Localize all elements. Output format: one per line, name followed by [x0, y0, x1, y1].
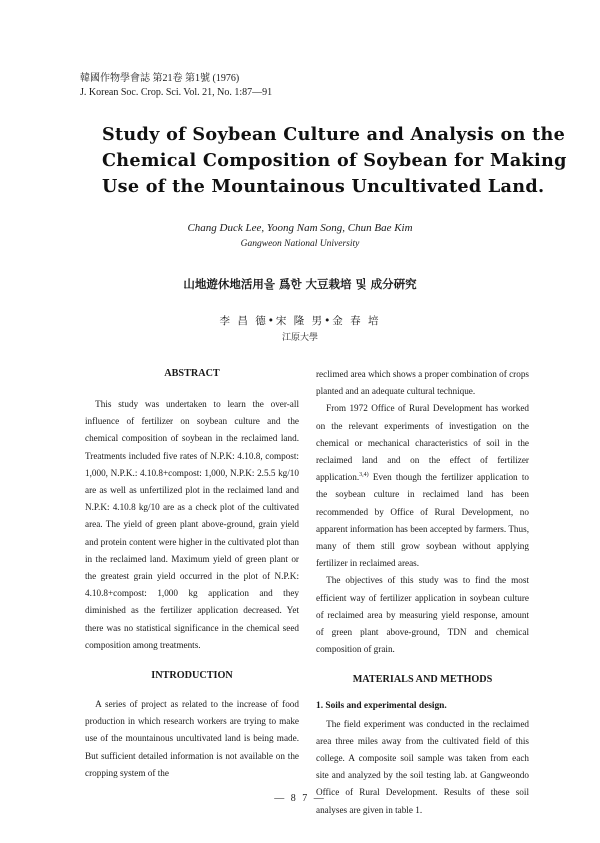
- left-column: [85, 366, 299, 782]
- title-line: Use of the Mountainous Uncultivated Land.: [102, 176, 545, 197]
- korean-authors: 李 昌 德•宋 隆 男•金 春 培: [219, 315, 381, 327]
- introduction-heading: INTRODUCTION: [151, 670, 233, 682]
- methods-text: The field experiment was conducted in the reclaimed area three miles away from the cultivated field of this college. A composite soil sample was taken from each site and analyzed by the soil testing lab. at Gangweondo Office of Rural Development. Results of these soil analyses are given in table 1.: [316, 718, 529, 815]
- methods-heading: MATERIALS AND METHODS: [352, 674, 493, 686]
- journal-english: J. Korean Soc. Crop. Sci. Vol. 21, No. 1:87—91: [80, 87, 273, 98]
- title-line: Chemical Composition of Soybean for Making: [102, 150, 567, 171]
- intro-continued: reclimed area which shows a proper combination of crops planted and an adequate cultural technique.: [316, 369, 529, 397]
- journal-korean: 韓國作物學會誌 第21卷 第1號 (1976): [80, 73, 240, 84]
- korean-affiliation: 江原大學: [281, 333, 318, 343]
- abstract-heading: ABSTRACT: [164, 368, 220, 379]
- page-number: — 8 7 —: [274, 793, 326, 804]
- abstract-text: This study was undertaken to learn the over-all influence of fertilizer on soybean culture and the chemical composition of soybean in the reclaimed land. Treatments included five rates of N.P.K: 4.10.8, compost: 1,000, N.P.K.: 4.10.8+compost: 1,000, N.P.K: 2.5.5 kg/10 are as well as unfertilized plot in the reclaimed land and N.P.K: 4.10.8 kg/10 are as a check plot of the cultivated area. The yield of green plant above-ground, grain yield and protein content were higher in the cultivated plot than in the reclaimed land. Maximum yield of green plant or the greatest grain yield occurred in the plot of N.P.K: 4.10.8+compost: 1,000 kg application and they diminished as the fertilizer application decreased. Yet there was no statistical significance in the chemical seed composition among treatments.: [85, 399, 299, 650]
- intro-paragraph-2-b: Even though the fertilizer application to the soybean culture in reclaimed land has been recommended by Office of Rural Development, no apparent information has been accepted by farmers. Thus, many of them still grow soybean without applying fertilizer in reclaimed areas.: [316, 472, 529, 569]
- intro-paragraph-3: The objectives of this study was to find the most efficient way of fertilizer application in soybean culture of reclaimed area by measuring yield response, amount of green plant above-ground, TDN and chemical composition of grain.: [316, 575, 529, 655]
- intro-paragraph-2: [316, 400, 529, 572]
- intro-paragraph-2-a: From 1972 Office of Rural Development has worked on the relevant experiments of investigation on the chemical or mechanical characteristics of soil in the reclaimed land and on the effect of fertilizer application.: [316, 403, 529, 483]
- journal-citation: [80, 72, 272, 100]
- methods-subheading: 1. Soils and experimental design.: [316, 701, 447, 712]
- citation-superscript: 3,4): [359, 472, 369, 479]
- introduction-text: A series of project as related to the increase of food production in which research workers are trying to make use of the mountainous uncultivated land is being made. But sufficient detailed information is not available on the cropping system of the: [85, 699, 299, 778]
- korean-title: 山地遊休地活用을 爲한 大豆栽培 및 成分硏究: [183, 277, 417, 291]
- right-column: [316, 366, 529, 819]
- paper-title: [102, 122, 567, 200]
- authors: Chang Duck Lee, Yoong Nam Song, Chun Bae Kim: [187, 222, 413, 234]
- title-line: Study of Soybean Culture and Analysis on the: [102, 124, 566, 145]
- affiliation: Gangweon National University: [240, 239, 360, 249]
